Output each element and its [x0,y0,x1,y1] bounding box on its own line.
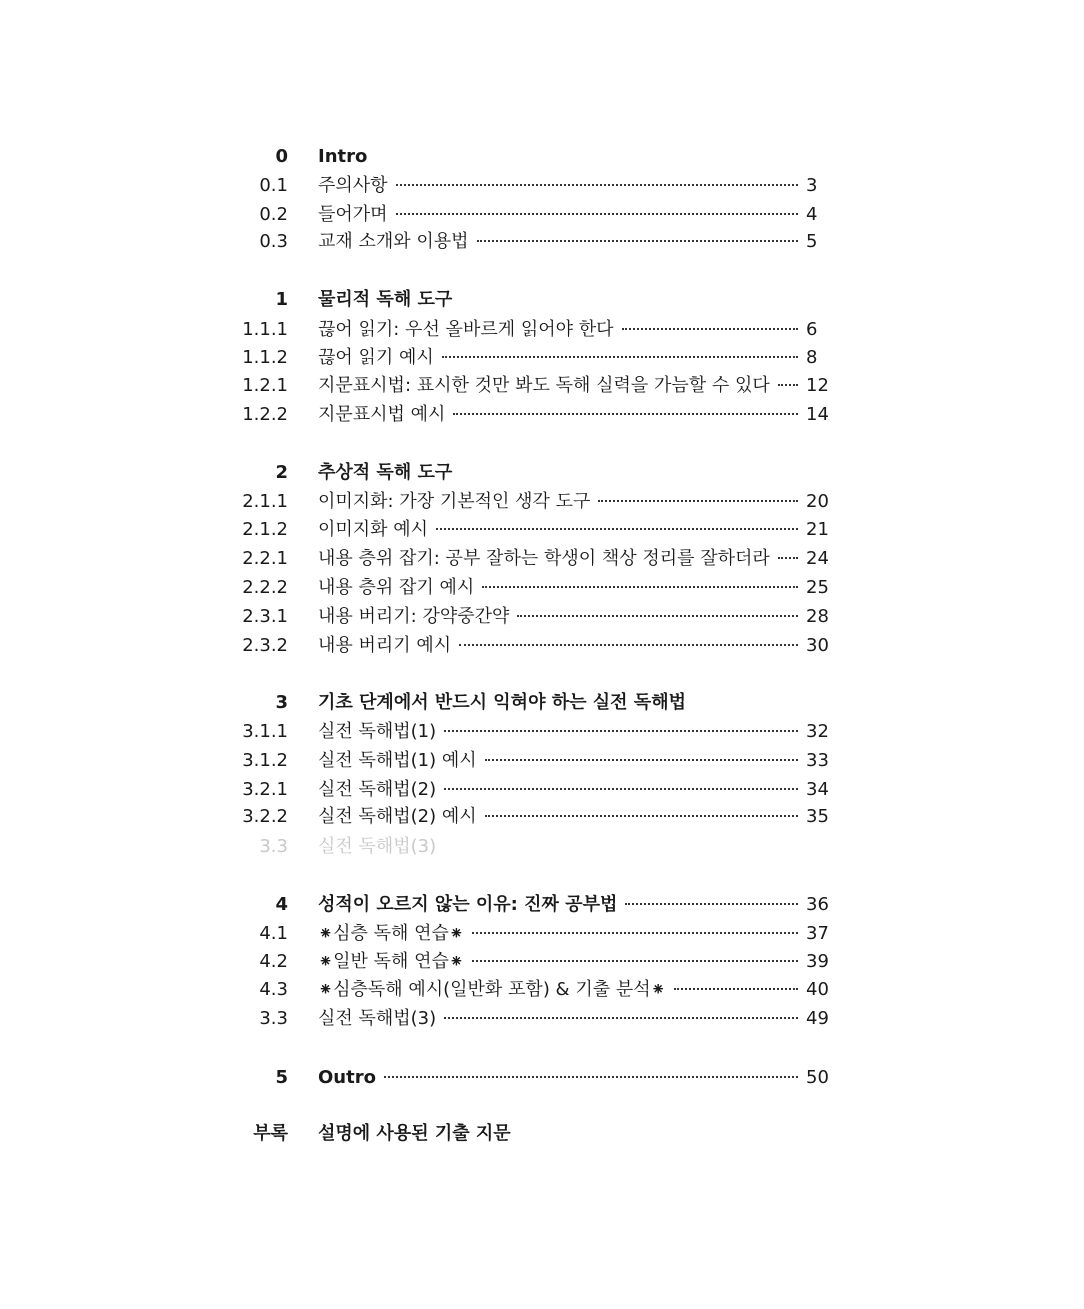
entry-page-number: 6 [806,319,818,340]
entry-title: 들어가며 [318,204,388,225]
section-number: 4 [275,894,288,915]
dot-leader [453,412,798,415]
toc-entry[interactable] [0,316,1084,344]
toc-entry[interactable] [0,803,1084,831]
toc-section-heading[interactable] [0,459,1084,487]
entry-title: 실전 독해법(3) [318,836,437,857]
entry-number: 3.3 [259,836,288,857]
entry-page-number: 20 [806,491,829,512]
entry-title: 이미지화: 가장 기본적인 생각 도구 [318,491,591,512]
appendix-label: 부록 [253,1123,288,1144]
entry-title: 끊어 읽기 예시 [318,347,434,368]
entry-page-number: 28 [806,606,829,627]
entry-number: 3.1.2 [242,750,288,771]
entry-number: 2.3.2 [242,635,288,656]
toc-entry[interactable] [0,776,1084,804]
dot-leader [517,614,798,617]
toc-entry[interactable] [0,1005,1084,1033]
toc-entry[interactable] [0,228,1084,256]
entry-title: 교재 소개와 이용법 [318,231,469,252]
section-page-number: 36 [806,894,829,915]
entry-page-number: 12 [806,375,829,396]
entry-title: 실전 독해법(2) [318,779,437,800]
entry-title: 지문표시법 예시 [318,404,446,425]
toc-entry[interactable] [0,545,1084,573]
toc-entry[interactable] [0,344,1084,372]
entry-page-number: 8 [806,347,818,368]
toc-entry[interactable] [0,718,1084,746]
toc-entry[interactable] [0,372,1084,400]
entry-number: 3.1.1 [242,721,288,742]
section-title: Intro [318,146,368,167]
entry-page-number: 24 [806,548,829,569]
entry-page-number: 32 [806,721,829,742]
entry-number: 2.1.1 [242,491,288,512]
section-title: Outro [318,1067,376,1088]
dot-leader [396,183,798,186]
toc-entry[interactable] [0,920,1084,948]
toc-entry[interactable] [0,948,1084,976]
dot-leader [444,787,798,790]
entry-page-number: 14 [806,404,829,425]
entry-number: 2.2.1 [242,548,288,569]
dot-leader [622,327,799,330]
entry-number: 1.1.1 [242,319,288,340]
section-title: 기초 단계에서 반드시 익혀야 하는 실전 독해법 [318,692,686,713]
entry-number: 1.2.2 [242,404,288,425]
toc-entry[interactable] [0,603,1084,631]
entry-page-number: 49 [806,1008,829,1029]
entry-title: 이미지화 예시 [318,519,429,540]
dot-leader [442,355,798,358]
dot-leader [674,987,798,990]
toc-section-heading[interactable] [0,891,1084,919]
entry-title: 주의사항 [318,175,388,196]
section-number: 5 [275,1067,288,1088]
entry-number: 2.2.2 [242,577,288,598]
toc-entry[interactable] [0,574,1084,602]
entry-page-number: 33 [806,750,829,771]
dot-leader [396,212,798,215]
dot-leader [436,527,798,530]
entry-number: 3.2.2 [242,806,288,827]
dot-leader [472,931,798,934]
appendix-title: 설명에 사용된 기출 지문 [318,1123,511,1144]
toc-entry[interactable] [0,201,1084,229]
entry-page-number: 39 [806,951,829,972]
entry-title: 실전 독해법(2) 예시 [318,806,477,827]
toc-entry[interactable] [0,516,1084,544]
entry-page-number: 37 [806,923,829,944]
dot-leader [778,556,798,559]
dot-leader [444,729,798,732]
entry-title: 실전 독해법(3) [318,1008,437,1029]
section-number: 1 [275,289,288,310]
entry-title: 내용 층위 잡기: 공부 잘하는 학생이 책상 정리를 잘하더라 [318,548,770,569]
toc-entry[interactable] [0,747,1084,775]
toc-appendix-heading[interactable] [0,1120,1084,1148]
entry-number: 4.3 [259,979,288,1000]
entry-page-number: 34 [806,779,829,800]
dot-leader [598,499,798,502]
section-number: 2 [275,462,288,483]
section-title: 추상적 독해 도구 [318,462,453,483]
toc-entry-faded[interactable] [0,833,1084,861]
entry-number: 2.3.1 [242,606,288,627]
entry-number: 2.1.2 [242,519,288,540]
toc-entry[interactable] [0,401,1084,429]
entry-page-number: 5 [806,231,818,252]
entry-number: 0.2 [259,204,288,225]
dot-leader [444,1016,798,1019]
dot-leader [482,585,798,588]
section-number: 3 [275,692,288,713]
toc-section-heading[interactable] [0,143,1084,171]
entry-title: ⁕심층 독해 연습⁕ [318,923,464,944]
entry-page-number: 30 [806,635,829,656]
entry-page-number: 21 [806,519,829,540]
entry-page-number: 4 [806,204,818,225]
toc-entry[interactable] [0,632,1084,660]
dot-leader [459,643,798,646]
dot-leader [625,902,798,905]
entry-title: 지문표시법: 표시한 것만 봐도 독해 실력을 가늠할 수 있다 [318,375,770,396]
dot-leader [477,239,798,242]
entry-number: 0.3 [259,231,288,252]
entry-page-number: 3 [806,175,818,196]
section-title: 물리적 독해 도구 [318,289,453,310]
entry-number: 1.2.1 [242,375,288,396]
entry-number: 4.1 [259,923,288,944]
toc-section-heading[interactable] [0,286,1084,314]
entry-page-number: 40 [806,979,829,1000]
dot-leader [384,1075,798,1078]
entry-title: 내용 버리기: 강약중간약 [318,606,510,627]
toc-section-heading[interactable] [0,689,1084,717]
entry-title: 내용 층위 잡기 예시 [318,577,475,598]
entry-page-number: 35 [806,806,829,827]
entry-title: 내용 버리기 예시 [318,635,452,656]
entry-title: ⁕심층독해 예시(일반화 포함) & 기출 분석⁕ [318,979,666,1000]
entry-number: 3.2.1 [242,779,288,800]
entry-number: 4.2 [259,951,288,972]
toc-entry[interactable] [0,172,1084,200]
toc-section-heading[interactable] [0,1064,1084,1092]
section-page-number: 50 [806,1067,829,1088]
entry-number: 1.1.2 [242,347,288,368]
toc-entry[interactable] [0,976,1084,1004]
entry-number: 0.1 [259,175,288,196]
entry-title: 실전 독해법(1) [318,721,437,742]
dot-leader [485,758,798,761]
entry-number: 3.3 [259,1008,288,1029]
dot-leader [472,959,798,962]
entry-title: 실전 독해법(1) 예시 [318,750,477,771]
entry-page-number: 25 [806,577,829,598]
dot-leader [778,383,798,386]
entry-title: ⁕일반 독해 연습⁕ [318,951,464,972]
dot-leader [485,814,798,817]
section-number: 0 [275,146,288,167]
toc-entry[interactable] [0,488,1084,516]
section-title: 성적이 오르지 않는 이유: 진짜 공부법 [318,894,618,915]
entry-title: 끊어 읽기: 우선 올바르게 읽어야 한다 [318,319,614,340]
